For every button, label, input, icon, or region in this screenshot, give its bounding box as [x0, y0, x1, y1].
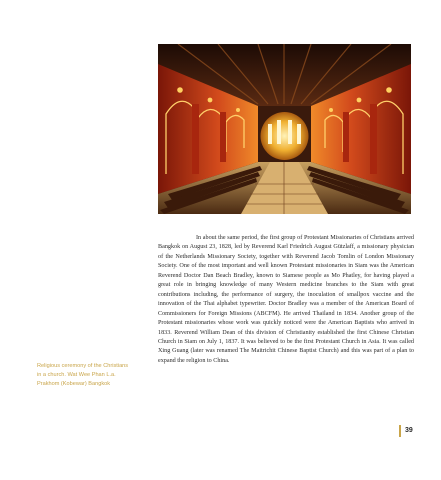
body-paragraph: In about the same period, the first group of Protestant Missionaries of Christians arrived Bangkok on August 23, 1828, led by Reverend Karl Friedrich August Gützlaff, a missionary physician of the Netherlands Missionary Society, together with Reverend Jacob Tomlin of London Missionary Society. One of the most important and well known Protestant missionaries in Siam was the American Reverend Doctor Dan Beach Bradley, known to Siamese people as Mo Phatley, for having played a great role in bringing knowledge of many Western medicine branches to the Siam with great contributions including, the performance of surgery, the inoculation of smallpox vaccine and the innovation of the Thai alphabet typewriter. Doctor Bradley was a member of the American Board of Commissioners for Foreign Missions (ABCFM). He arrived Thailand in 1834. Another group of the Protestant missionaries whose work was quickly noticed were the American Baptists who arrived in 1833. Reverend William Dean of this division of Christianity established the first Chinese Christian Church in Siam on July 1, 1837. It was believed to be the first Protestant Church in Asia. It was called Xing Guang (later was renamed The Maitrichit Chinese Baptist Church) and this was part of a plan to expand the religion to China.: [158, 235, 414, 364]
page-number: 39: [399, 425, 413, 437]
photo-caption: Religious ceremony of the Christians in a church. Wat Wee Phan L.a. Prakhom (Kobewar) Bangkok: [37, 363, 129, 387]
church-interior-photo: [158, 44, 411, 214]
church-interior-illustration: [158, 44, 411, 214]
